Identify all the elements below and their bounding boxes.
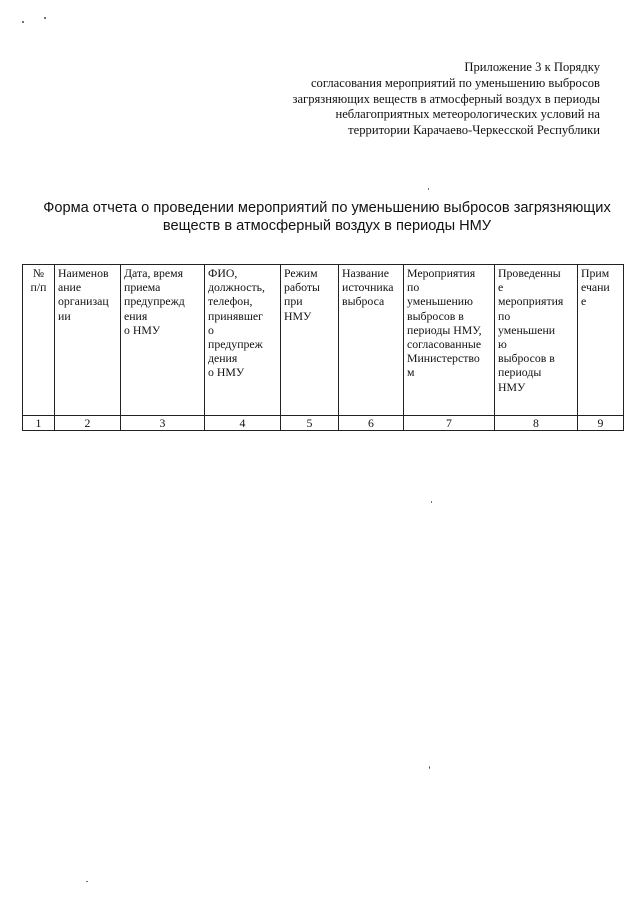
report-table [22,264,624,431]
column-number: 6 [339,416,404,431]
scan-speck [22,21,24,23]
header-cell-note: Прим ечани е [578,265,624,416]
annex-line: загрязняющих веществ в атмосферный воздух в периоды [292,91,600,106]
annex-line: согласования мероприятий по уменьшению выбросов [310,75,600,90]
form-title-line: веществ в атмосферный воздух в периоды НМУ [162,218,492,234]
scan-speck [428,188,429,190]
column-number: 8 [495,416,578,431]
column-number: 7 [404,416,495,431]
header-cell-number: № п/п [23,265,55,416]
header-cell-agreed-measures: Мероприятия по уменьшению выбросов в периоды НМУ, согласованные Министерство м [404,265,495,416]
column-number: 4 [205,416,281,431]
scan-speck [86,881,88,882]
column-number-row [23,416,624,431]
scan-speck [429,766,430,769]
annex-line: неблагоприятных метеорологических условий на [335,107,600,122]
column-number: 2 [55,416,121,431]
header-cell-receiver: ФИО, должность, телефон, принявшег о предупреж дения о НМУ [205,265,281,416]
column-number: 9 [578,416,624,431]
header-row [23,265,624,416]
annex-reference [270,60,600,139]
column-number: 3 [121,416,205,431]
scan-speck [431,501,432,503]
header-cell-emission-source: Название источника выброса [339,265,404,416]
scan-speck [44,17,46,19]
header-cell-organization: Наименов ание организац ии [55,265,121,416]
header-cell-conducted-measures: Проведенны е мероприятия по уменьшени ю выбросов в периоды НМУ [495,265,578,416]
column-number: 1 [23,416,55,431]
form-title [40,199,614,235]
form-title-line: Форма отчета о проведении мероприятий по уменьшению выбросов загрязняющих [43,200,611,216]
header-cell-warning-date: Дата, время приема предупрежд ения о НМУ [121,265,205,416]
annex-line: территории Карачаево-Черкесской Республики [348,123,600,138]
annex-line: Приложение 3 к Порядку [464,60,600,74]
header-cell-operating-mode: Режим работы при НМУ [281,265,339,416]
column-number: 5 [281,416,339,431]
